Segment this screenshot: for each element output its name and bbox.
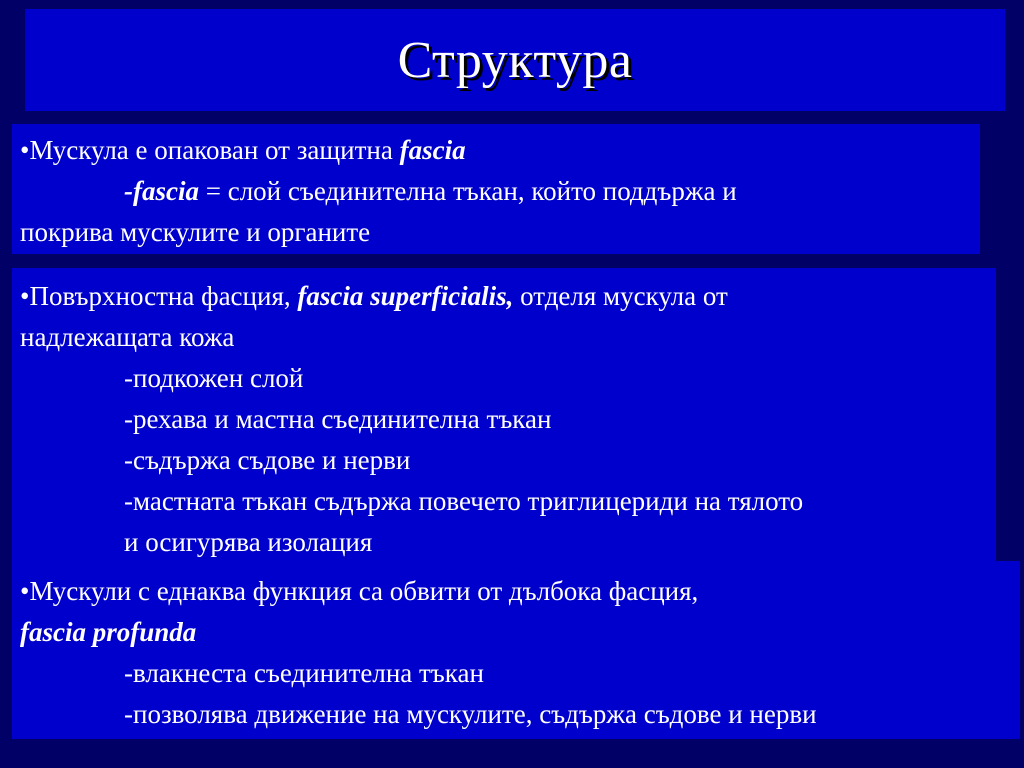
- term-fascia-profunda: fascia profunda: [20, 617, 197, 647]
- definition-continuation: покрива мускулите и органите: [20, 217, 371, 247]
- bullet-deep-fascia: •Мускули с еднаква функция са обвити от дълбока фасция,: [20, 576, 699, 606]
- bullet-rest: отделя мускула от: [513, 281, 728, 311]
- superficial-continuation: надлежащата кожа: [20, 322, 235, 352]
- term-fascia-superficialis: fascia superficialis,: [297, 281, 514, 311]
- list-item: -подкожен слой: [124, 363, 304, 393]
- term-fascia-dash: -fascia: [124, 176, 199, 206]
- list-item: -позволява движение на мускулите, съдържа съдове и нерви: [124, 699, 817, 729]
- list-item: и осигурява изолация: [124, 527, 373, 557]
- fascia-definition-line: [124, 175, 737, 207]
- list-item: -мастната тъкан съдържа повечето триглицериди на тялото: [124, 486, 804, 516]
- bullet-text: •Повърхностна фасция,: [20, 281, 298, 311]
- fascia-definition-box: [12, 124, 980, 254]
- list-item: -съдържа съдове и нерви: [124, 445, 411, 475]
- deep-fascia-box: [12, 561, 1020, 739]
- bullet-superficial-fascia: [20, 280, 728, 312]
- superficial-fascia-box: [12, 268, 996, 561]
- list-item: -влакнеста съединителна тъкан: [124, 658, 484, 688]
- slide-title: Структура: [397, 31, 633, 89]
- bullet-text: •Мускула е опакован от защитна: [20, 135, 400, 165]
- definition-text: = слой съединителна тъкан, който поддържа и: [198, 176, 737, 206]
- list-item: -рехава и мастна съединителна тъкан: [124, 404, 552, 434]
- bullet-muscle-fascia: [20, 134, 466, 166]
- title-box: [25, 9, 1005, 111]
- term-fascia-profunda-line: [20, 616, 196, 648]
- term-fascia: fascia: [399, 135, 466, 165]
